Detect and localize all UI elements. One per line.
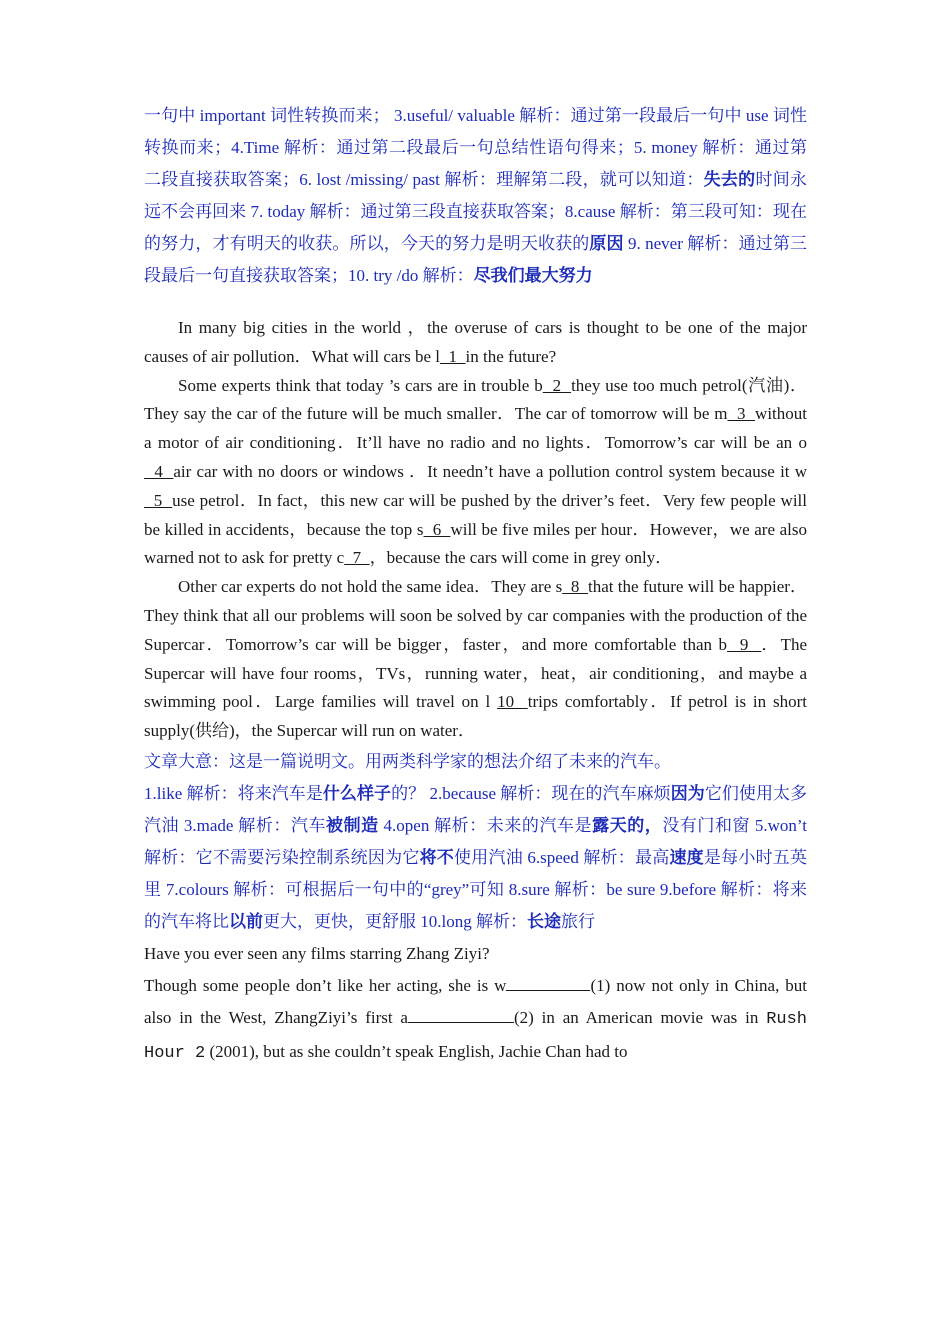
answer-key-phrase: 尽我们最大努力 bbox=[473, 266, 593, 285]
paragraph-1 bbox=[144, 314, 807, 372]
film-question: Have you ever seen any films starring Zhang Ziyi? bbox=[144, 943, 490, 963]
passage-text: will be five miles per hour．However，we are also warned not to ask for pretty c bbox=[144, 519, 808, 568]
answer-key-phrase: 将不 bbox=[419, 847, 455, 867]
film-blank-1 bbox=[506, 974, 590, 991]
cloze-passage-zhang-ziyi bbox=[144, 938, 807, 1070]
answer-key-phrase: 速度 bbox=[669, 847, 704, 867]
answer-key-phrase: 原因 bbox=[589, 234, 624, 253]
answer-explanations-2 bbox=[144, 746, 807, 938]
answer-explanations-1 bbox=[144, 100, 807, 292]
passage-text: in the future? bbox=[465, 346, 557, 366]
answer-key-phrase: 什么样子 bbox=[322, 783, 392, 803]
answer-text: 一句中 important 词性转换而来； 3.useful/ valuable 解析：通过第一段最后一句中 use 词性转换而来；4.Time 解析：通过第二段最后一句总结性语句得来；5. money 解析：通过第二段直接获取答案；6. lost /missing/ past 解析：理解第二段，就可以知道： bbox=[144, 106, 807, 189]
passage-text: In many big cities in the world ，the overuse of cars is thought to be one of the major causes of air pollution．What will cars be l bbox=[144, 318, 807, 366]
cloze-passage-cars bbox=[144, 314, 807, 746]
paragraph-2 bbox=[144, 372, 807, 574]
answer-text: 的？ 2.because 解析：现在的汽车麻烦 bbox=[391, 783, 671, 803]
passage-text: use petrol．In fact，this new car will be pushed by the driver’s feet．Very few people will be killed in accidents，because the top s bbox=[144, 490, 808, 539]
film-blank-2 bbox=[408, 1006, 514, 1023]
answer-key-phrase: 长途 bbox=[526, 911, 561, 931]
blank-1: 1 bbox=[440, 346, 466, 366]
passage-text: Some experts think that today ’s cars are in trouble b bbox=[178, 375, 543, 395]
answer-text: 4.open 解析：未来的汽车是 bbox=[378, 815, 593, 835]
answer-key-phrase: 露天的， bbox=[592, 815, 663, 835]
passage-text: (1) now not only in China, but also in the West, ZhangZiyi’s first a bbox=[144, 975, 807, 1027]
answer-text: 没有门和窗 5.won’t 解析：它不需要污染控制系统因为它 bbox=[144, 815, 808, 867]
answer-text: 使用汽油 6.speed 解析：最高 bbox=[454, 847, 670, 867]
passage-text: that the future will be happier．They think that all our problems will soon be solved by car companies with the production of the Supercar．Tomorrow’s car will be bigger，faster，and more comfortable than b bbox=[144, 577, 807, 654]
answer-text: 1.like 解析：将来汽车是 bbox=[144, 783, 323, 803]
blank-3: 3 bbox=[727, 404, 756, 424]
answer-text: 9. never 解析：通过第三段最后一句直接获取答案；10. try /do 解析： bbox=[144, 234, 807, 285]
passage-text: they use too much petrol(汽油)．They say the car of the future will be much smaller．The car of tomorrow will be m bbox=[144, 375, 807, 424]
blank-9: 9 bbox=[727, 634, 762, 654]
document-page bbox=[144, 100, 807, 1070]
passage-text: (2) in an American movie was in bbox=[513, 1007, 767, 1027]
paragraph-3 bbox=[144, 573, 807, 746]
passage-text: trips comfortably．If petrol is in short supply(供给)，the Supercar will run on water． bbox=[144, 692, 807, 741]
blank-6: 6 bbox=[423, 519, 451, 539]
answer-text: 旅行 bbox=[560, 911, 595, 931]
passage-text: Other car experts do not hold the same idea．They are s bbox=[178, 577, 563, 597]
answer-key-phrase: 以前 bbox=[229, 911, 263, 931]
answer-text: 是每小时五英里 7.colours 解析：可根据后一句中的“grey”可知 8.sure 解析：be sure 9.before 解析：将来的汽车将比 bbox=[144, 847, 808, 931]
answer-text: 时间永远不会再回来 7. today 解析：通过第三段直接获取答案；8.cause 解析：第三段可知：现在的努力，才有明天的收获。所以，今天的努力是明天收获的 bbox=[144, 170, 808, 253]
passage-text: air car with no doors or windows ．It needn’t have a pollution control system because it w bbox=[173, 461, 808, 481]
passage-text: Though some people don’t like her acting, she is w bbox=[144, 975, 507, 995]
blank-2: 2 bbox=[542, 375, 572, 395]
passage-text: ，because the cars will come in grey only． bbox=[369, 548, 673, 568]
blank-8: 8 bbox=[562, 577, 588, 597]
passage-text: without a motor of air conditioning．It’ll have no radio and no lights．Tomorrow’s car will be an o bbox=[144, 404, 807, 453]
passage-text: ．The Supercar will have four rooms，TVs，running water，heat，air conditioning，and maybe a swimming pool．Large families will travel on l bbox=[144, 634, 807, 712]
answer-key-phrase: 失去的 bbox=[703, 170, 756, 189]
blank-5: 5 bbox=[144, 490, 173, 510]
film-paragraph bbox=[144, 970, 807, 1070]
passage-text: (2001), but as she couldn’t speak English, Jachie Chan had to bbox=[205, 1041, 628, 1061]
blank-4: 4 bbox=[144, 461, 174, 481]
blank-10: 10 bbox=[497, 692, 528, 712]
answer-text: 它们使用太多汽油 3.made 解析：汽车 bbox=[144, 783, 808, 835]
answer-list bbox=[144, 778, 807, 938]
answer-key-phrase: 被制造 bbox=[326, 815, 379, 835]
answer-text: 更大，更快，更舒服 10.long 解析： bbox=[263, 911, 527, 931]
movie-title: Rush Hour 2 bbox=[144, 1009, 807, 1063]
article-summary: 文章大意：这是一篇说明文。用两类科学家的想法介绍了未来的汽车。 bbox=[144, 751, 671, 771]
answer-key-phrase: 因为 bbox=[670, 783, 705, 803]
blank-7: 7 bbox=[344, 548, 370, 568]
